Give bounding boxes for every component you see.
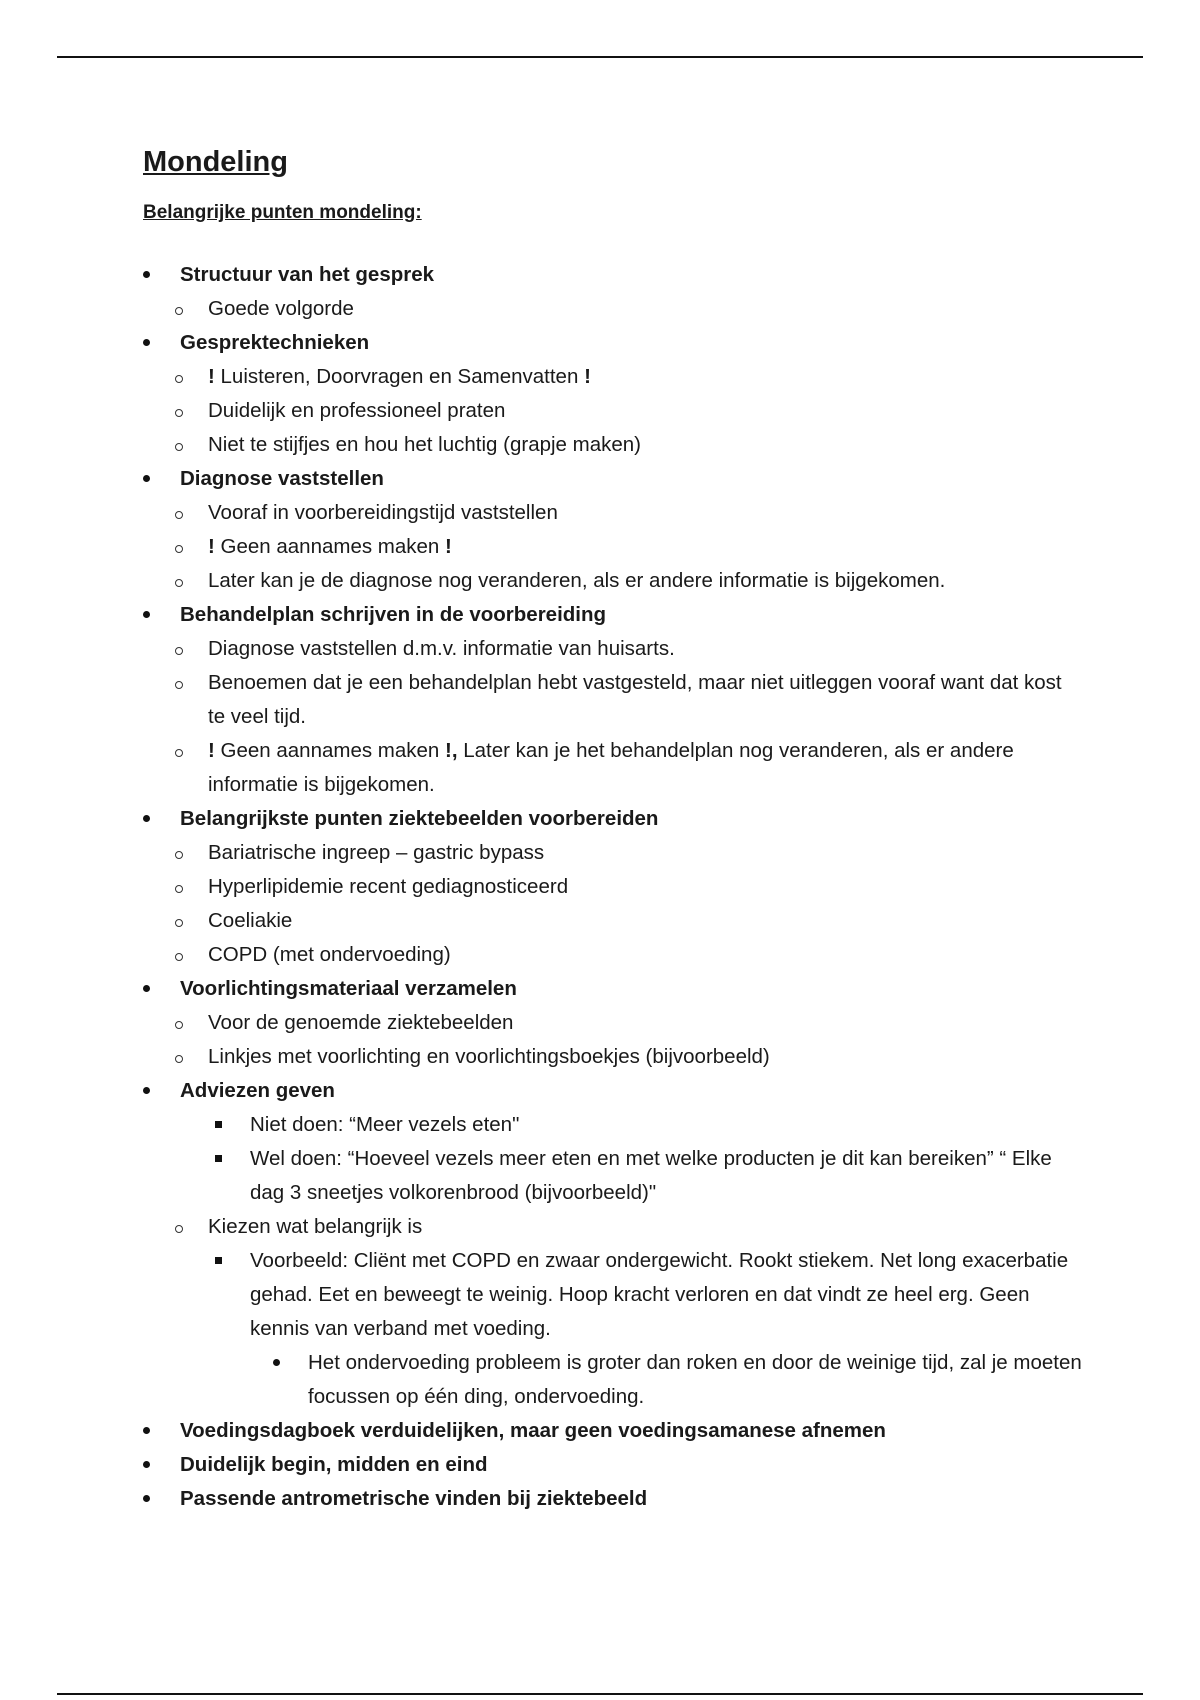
bullet-icon	[143, 258, 163, 292]
bullet-icon	[143, 1414, 163, 1448]
list-item: Duidelijk begin, midden en eind	[143, 1448, 1083, 1482]
list-item: Voorlichtingsmateriaal verzamelen	[143, 972, 1083, 1006]
circle-bullet-icon	[175, 564, 183, 598]
circle-bullet-icon	[175, 360, 183, 394]
circle-bullet-icon	[175, 836, 183, 870]
list-item: Duidelijk en professioneel praten	[143, 394, 1083, 428]
bullet-icon	[143, 462, 163, 496]
footer-rule	[57, 1693, 1143, 1695]
square-bullet-icon	[215, 1142, 222, 1176]
document-body	[143, 140, 1083, 1516]
list-item: Wel doen: “Hoeveel vezels meer eten en met welke producten je dit kan bereiken” “ Elke dag 3 sneetjes volkorenbrood (bijvoorbeeld)"	[143, 1142, 1083, 1210]
list-item: Vooraf in voorbereidingstijd vaststellen	[143, 496, 1083, 530]
page-title: Mondeling	[143, 146, 288, 178]
list-item: Later kan je de diagnose nog veranderen, als er andere informatie is bijgekomen.	[143, 564, 1083, 598]
list-item: Diagnose vaststellen	[143, 462, 1083, 496]
circle-bullet-icon	[175, 904, 183, 938]
list-item: Voor de genoemde ziektebeelden	[143, 1006, 1083, 1040]
circle-bullet-icon	[175, 1006, 183, 1040]
bullet-icon	[143, 972, 163, 1006]
list-item: Bariatrische ingreep – gastric bypass	[143, 836, 1083, 870]
header-rule	[57, 56, 1143, 58]
circle-bullet-icon	[175, 1040, 183, 1074]
bullet-icon	[143, 1448, 163, 1482]
list-item: Benoemen dat je een behandelplan hebt vastgesteld, maar niet uitleggen vooraf want dat kost te veel tijd.	[143, 666, 1083, 734]
list-item: Voedingsdagboek verduidelijken, maar geen voedingsamanese afnemen	[143, 1414, 1083, 1448]
section-heading: Belangrijke punten mondeling:	[143, 202, 422, 223]
bullet-icon	[143, 1074, 163, 1108]
circle-bullet-icon	[175, 632, 183, 666]
list-item: Passende antrometrische vinden bij ziektebeeld	[143, 1482, 1083, 1516]
circle-bullet-icon	[175, 428, 183, 462]
list-item: Behandelplan schrijven in de voorbereiding	[143, 598, 1083, 632]
list-item: Niet doen: “Meer vezels eten"	[143, 1108, 1083, 1142]
bullet-icon	[143, 598, 163, 632]
list-item: Voorbeeld: Cliënt met COPD en zwaar ondergewicht. Rookt stiekem. Net long exacerbatie gehad. Eet en beweegt te weinig. Hoop kracht verloren en dat vindt ze heel erg. Geen kennis van verband met voeding.	[143, 1244, 1083, 1346]
bullet-icon	[143, 802, 163, 836]
list-item: Kiezen wat belangrijk is	[143, 1210, 1083, 1244]
list-item: Structuur van het gesprek	[143, 258, 1083, 292]
list-item: Niet te stijfjes en hou het luchtig (grapje maken)	[143, 428, 1083, 462]
circle-bullet-icon	[175, 870, 183, 904]
bullet-icon	[273, 1346, 280, 1380]
circle-bullet-icon	[175, 394, 183, 428]
list-item: ! Geen aannames maken !	[143, 530, 1083, 564]
bullet-icon	[143, 326, 163, 360]
list-item: ! Geen aannames maken !, Later kan je het behandelplan nog veranderen, als er andere informatie is bijgekomen.	[143, 734, 1083, 802]
square-bullet-icon	[215, 1244, 222, 1278]
circle-bullet-icon	[175, 1210, 183, 1244]
list-item: Goede volgorde	[143, 292, 1083, 326]
list-item: Linkjes met voorlichting en voorlichtingsboekjes (bijvoorbeeld)	[143, 1040, 1083, 1074]
circle-bullet-icon	[175, 496, 183, 530]
circle-bullet-icon	[175, 666, 183, 700]
list-item: Het ondervoeding probleem is groter dan roken en door de weinige tijd, zal je moeten focussen op één ding, ondervoeding.	[143, 1346, 1083, 1414]
list-item: Adviezen geven	[143, 1074, 1083, 1108]
circle-bullet-icon	[175, 938, 183, 972]
list-item: Hyperlipidemie recent gediagnosticeerd	[143, 870, 1083, 904]
bullet-icon	[143, 1482, 163, 1516]
list-item: COPD (met ondervoeding)	[143, 938, 1083, 972]
circle-bullet-icon	[175, 292, 183, 326]
bullet-list	[143, 258, 1083, 1516]
circle-bullet-icon	[175, 530, 183, 564]
list-item: Coeliakie	[143, 904, 1083, 938]
square-bullet-icon	[215, 1108, 222, 1142]
circle-bullet-icon	[175, 734, 183, 768]
list-item: ! Luisteren, Doorvragen en Samenvatten !	[143, 360, 1083, 394]
list-item: Diagnose vaststellen d.m.v. informatie van huisarts.	[143, 632, 1083, 666]
list-item: Belangrijkste punten ziektebeelden voorbereiden	[143, 802, 1083, 836]
list-item: Gesprektechnieken	[143, 326, 1083, 360]
